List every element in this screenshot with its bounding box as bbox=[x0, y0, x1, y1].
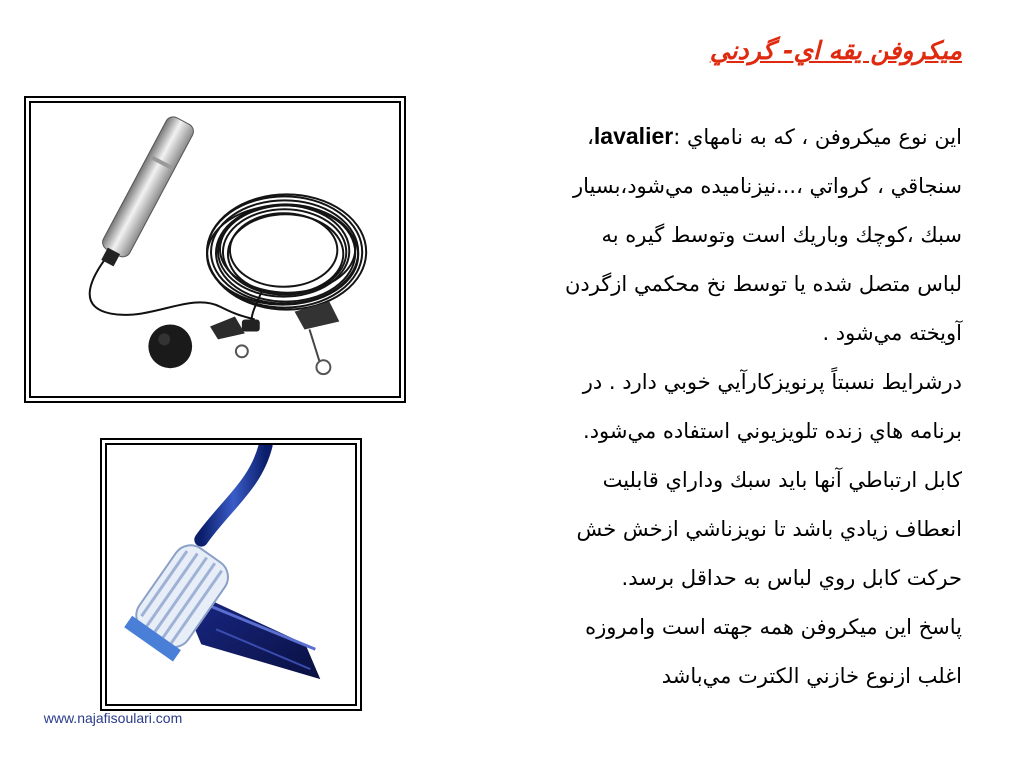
body-line: پاسخ اين ميكروفن همه جهته است وامروزه bbox=[585, 615, 962, 639]
body-line: برنامه هاي زنده تلويزيوني استفاده مي‌شود. bbox=[583, 419, 962, 443]
lavalier-kit-illustration bbox=[31, 103, 399, 396]
body-line-1-prefix: اين نوع ميكروفن ، كه به نامهاي : bbox=[673, 125, 962, 149]
body-line: كابل ارتباطي آنها بايد سبك وداراي قابليت bbox=[602, 468, 962, 492]
body-line-1 bbox=[502, 112, 962, 162]
body-line: اغلب ازنوع خازني الكترت مي‌باشد bbox=[661, 664, 962, 688]
body-line: لباس متصل شده يا توسط نخ محكمي ازگردن bbox=[564, 272, 962, 296]
body-line: حركت كابل روي لباس به حداقل برسد. bbox=[621, 566, 962, 590]
body-text bbox=[502, 112, 962, 701]
photo-frame-clip-mic bbox=[100, 438, 362, 711]
slide-title: ميكروفن يقه اي- گردني bbox=[709, 36, 962, 65]
body-line: انعطاف زيادي باشد تا نويزناشي ازخش خش bbox=[576, 517, 962, 541]
body-line-1-suffix: ، bbox=[587, 125, 594, 149]
body-line: آويخته مي‌شود . bbox=[822, 321, 962, 345]
photo-frame-lavalier-kit bbox=[24, 96, 406, 403]
body-line-1-latin-term: lavalier bbox=[593, 123, 674, 149]
body-line: سنجاقي ، كرواتي ،...نيزناميده مي‌شود،بسيار bbox=[572, 174, 962, 198]
footer-website-link[interactable]: www.najafisoulari.com bbox=[43, 710, 183, 726]
body-line: سبك ،كوچك وباريك است وتوسط گيره به bbox=[601, 223, 962, 247]
lavalier-microphone-kit-image bbox=[29, 101, 401, 398]
clip-mic-illustration bbox=[107, 445, 355, 704]
body-line: درشرايط نسبتاً پرنويزكارآيي خوبي دارد . در bbox=[582, 370, 962, 394]
clip-microphone-image bbox=[105, 443, 357, 706]
